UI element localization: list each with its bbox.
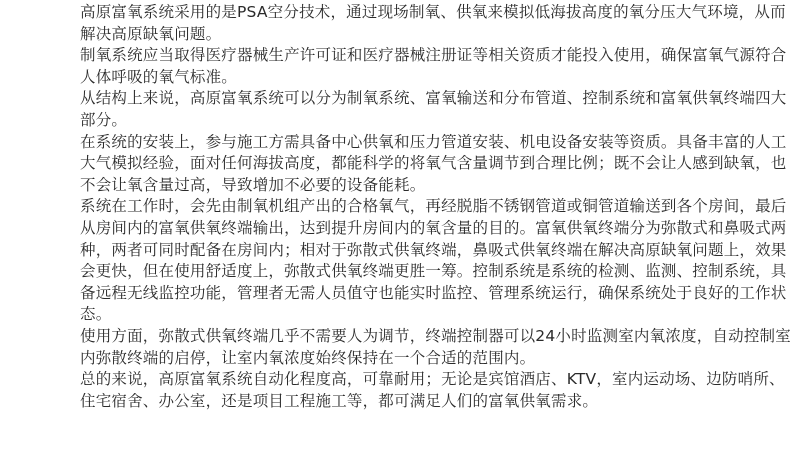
paragraph-intro: 高原富氧系统采用的是PSA空分技术，通过现场制氧、供氧来模拟低海拔高度的氧分压大气环境，从而解决高原缺氧问题。 <box>80 3 786 43</box>
paragraph-summary: 总的来说，高原富氧系统自动化程度高，可靠耐用；无论是宾馆酒店、KTV，室内运动场、边防哨所、住宅宿舍、办公室，还是项目工程施工等，都可满足人们的富氧供氧需求。 <box>80 370 785 410</box>
paragraph-installation: 在系统的安装上，参与施工方需具备中心供氧和压力管道安装、机电设备安装等资质。具备丰富的人工大气模拟经验，面对任何海拔高度，都能科学的将氧气含量调节到合理比例；既不会让人感到缺氧，也不会让氧含量过高，导致增加不必要的设备能耗。 <box>80 132 787 194</box>
paragraph-operation: 系统在工作时，会先由制氧机组产出的合格氧气，再经脱脂不锈钢管道或铜管道输送到各个房间，最后从房间内的富氧供氧终端输出，达到提升房间内的氧含量的目的。富氧供氧终端分为弥散式和鼻吸式两种，两者可同时配备在房间内；相对于弥散式供氧终端，鼻吸式供氧终端在解决高原缺氧问题上，效果会更快，但在使用舒适度上，弥散式供氧终端更胜一筹。控制系统是系统的检测、监测、控制系统，具备远程无线监控功能，管理者无需人员值守也能实时监控、管理系统运行，确保系统处于良好的工作状态。 <box>80 197 787 324</box>
paragraph-usage: 使用方面，弥散式供氧终端几乎不需要人为调节，终端控制器可以24小时监测室内氧浓度，自动控制室内弥散终端的启停，让室内氧浓度始终保持在一个合适的范围内。 <box>80 326 791 367</box>
paragraph-structure: 从结构上来说，高原富氧系统可以分为制氧系统、富氧输送和分布管道、控制系统和富氧供氧终端四大部分。 <box>80 89 787 129</box>
paragraph-certification: 制氧系统应当取得医疗器械生产许可证和医疗器械注册证等相关资质才能投入使用，确保富氧气源符合人体呼吸的氧气标准。 <box>80 46 787 86</box>
article-body <box>80 2 796 412</box>
